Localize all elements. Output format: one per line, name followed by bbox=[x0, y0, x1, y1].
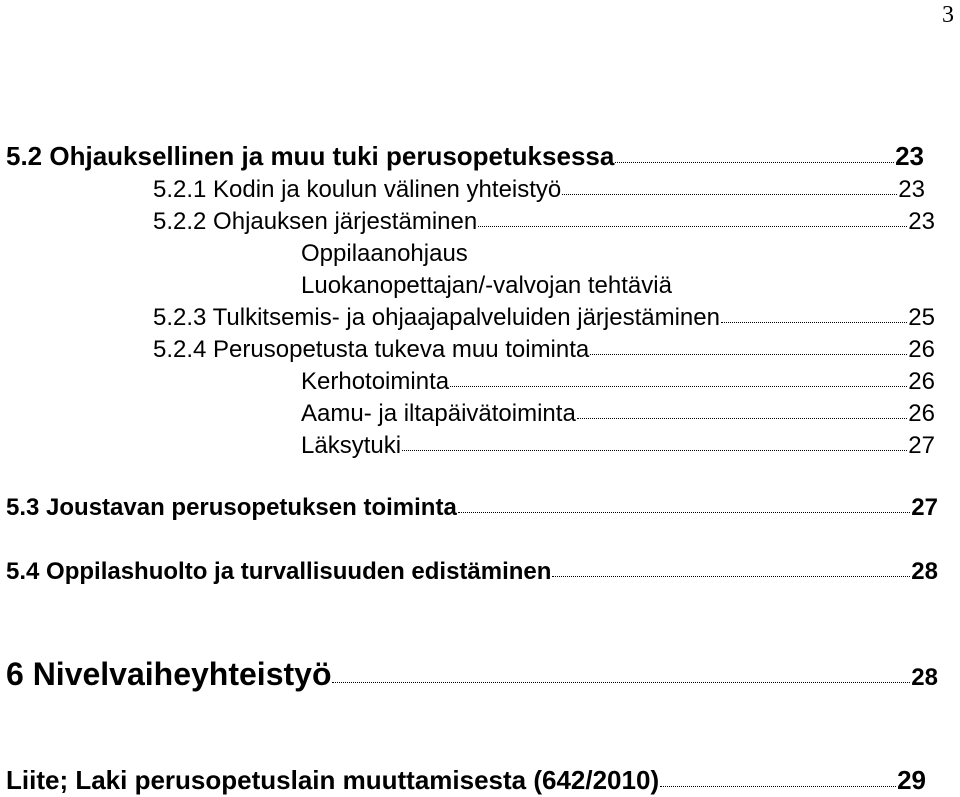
toc-entry[interactable] bbox=[301, 400, 935, 428]
toc-entry-page: 26 bbox=[908, 336, 935, 363]
toc-entry-title: 5.3 Joustavan perusopetuksen toiminta bbox=[6, 494, 457, 521]
page-number: 3 bbox=[942, 2, 954, 28]
dot-leader bbox=[450, 386, 907, 387]
dot-leader bbox=[562, 194, 897, 195]
dot-leader bbox=[577, 418, 908, 419]
toc-entry[interactable] bbox=[6, 656, 938, 693]
toc-entry-page: 27 bbox=[908, 432, 935, 459]
toc-entry-page: 23 bbox=[895, 141, 924, 171]
toc-entry[interactable] bbox=[301, 432, 935, 460]
toc-entry-title: 5.4 Oppilashuolto ja turvallisuuden edistäminen bbox=[6, 558, 552, 585]
toc-entry-page: 29 bbox=[897, 765, 926, 795]
toc-entry-title: Kerhotoiminta bbox=[301, 368, 450, 395]
toc-entry[interactable] bbox=[153, 304, 935, 332]
toc-entry-page: 27 bbox=[911, 494, 938, 521]
dot-leader bbox=[660, 786, 896, 787]
toc-entry[interactable] bbox=[6, 494, 938, 522]
toc-entry-title: 5.2.1 Kodin ja koulun välinen yhteistyö bbox=[153, 176, 562, 203]
toc-subheading[interactable]: Oppilaanohjaus bbox=[301, 240, 468, 267]
toc-entry[interactable] bbox=[301, 368, 935, 396]
toc-entry-page: 28 bbox=[911, 664, 938, 691]
dot-leader bbox=[332, 682, 910, 683]
toc-entry[interactable] bbox=[153, 176, 925, 204]
toc-entry-page: 28 bbox=[911, 558, 938, 585]
toc-entry[interactable] bbox=[6, 141, 924, 172]
toc-entry-page: 23 bbox=[898, 176, 925, 203]
toc-entry[interactable] bbox=[6, 558, 938, 586]
toc-entry-title: Aamu- ja iltapäivätoiminta bbox=[301, 400, 576, 427]
dot-leader bbox=[402, 450, 907, 451]
toc-entry[interactable] bbox=[153, 208, 935, 236]
toc-subheading[interactable]: Luokanopettajan/-valvojan tehtäviä bbox=[301, 272, 672, 299]
toc-entry-title: 5.2.4 Perusopetusta tukeva muu toiminta bbox=[153, 336, 590, 363]
toc-entry-title: 6 Nivelvaiheyhteistyö bbox=[6, 656, 332, 692]
dot-leader bbox=[590, 354, 907, 355]
toc-entry-title: 5.2 Ohjauksellinen ja muu tuki perusopetuksessa bbox=[6, 141, 615, 171]
dot-leader bbox=[478, 226, 907, 227]
toc-entry-page: 26 bbox=[908, 368, 935, 395]
toc-entry-page: 26 bbox=[908, 400, 935, 427]
toc-entry[interactable] bbox=[6, 765, 926, 796]
dot-leader bbox=[552, 576, 910, 577]
toc-entry-page: 23 bbox=[908, 208, 935, 235]
dot-leader bbox=[615, 162, 894, 163]
toc-entry[interactable] bbox=[153, 336, 935, 364]
toc-entry-title: Läksytuki bbox=[301, 432, 402, 459]
toc-entry-title: Liite; Laki perusopetuslain muuttamisesta (642/2010) bbox=[6, 765, 660, 795]
dot-leader bbox=[458, 512, 911, 513]
toc-entry-page: 25 bbox=[908, 304, 935, 331]
dot-leader bbox=[721, 322, 907, 323]
toc-entry-title: 5.2.2 Ohjauksen järjestäminen bbox=[153, 208, 478, 235]
toc-entry-title: 5.2.3 Tulkitsemis- ja ohjaajapalveluiden järjestäminen bbox=[153, 304, 720, 331]
